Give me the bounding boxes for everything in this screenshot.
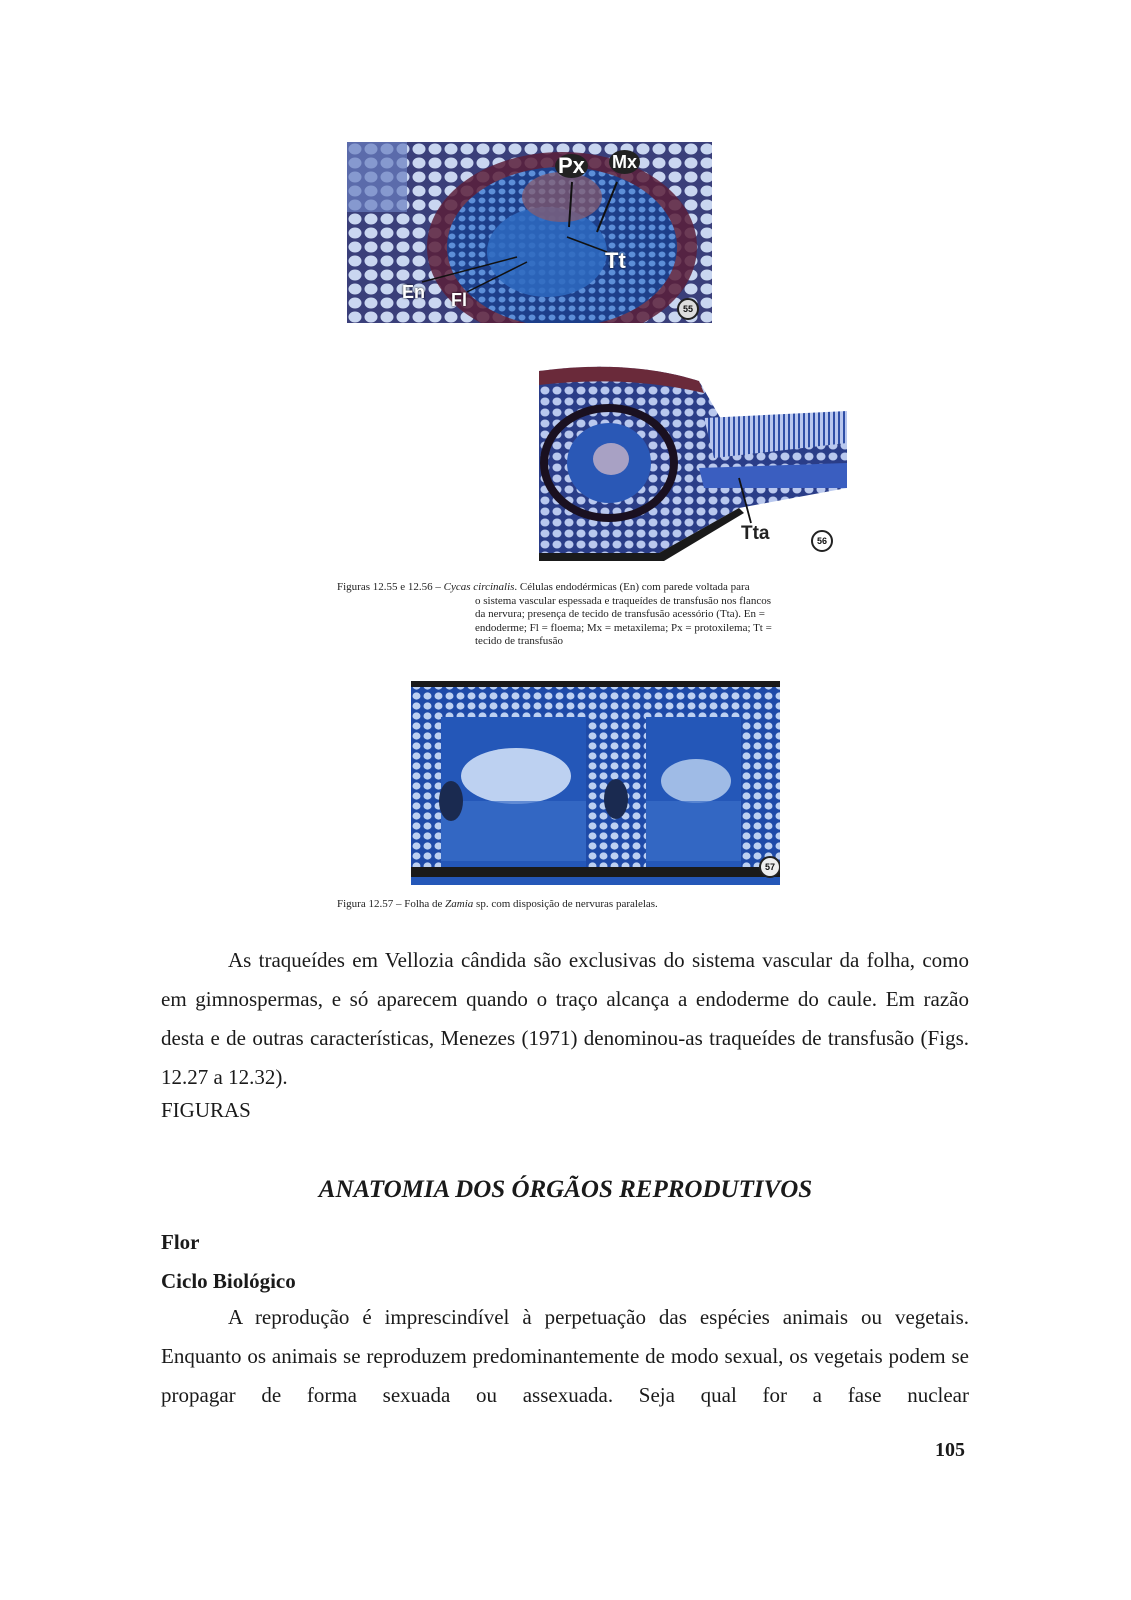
caption-species: Cycas circinalis bbox=[443, 581, 515, 593]
label-fl: Fl bbox=[451, 290, 467, 310]
heading-flor: Flor bbox=[161, 1230, 200, 1254]
figure-12-57-micrograph bbox=[411, 681, 780, 885]
figure-12-56-micrograph bbox=[539, 363, 847, 563]
caption-line: tecido de transfusão bbox=[475, 635, 563, 647]
figuras-placeholder: FIGURAS bbox=[161, 1098, 251, 1122]
figure-number-badge: 55 bbox=[677, 298, 699, 320]
caption-lead: Figura 12.57 – Folha de bbox=[337, 898, 446, 910]
page-number: 105 bbox=[935, 1439, 965, 1461]
section-title: ANATOMIA DOS ÓRGÃOS REPRODUTIVOS bbox=[318, 1176, 813, 1203]
figure-number-badge: 57 bbox=[759, 856, 780, 878]
figure-number-badge: 56 bbox=[811, 530, 833, 552]
heading-ciclo-biologico: Ciclo Biológico bbox=[161, 1269, 296, 1293]
label-tt: Tt bbox=[605, 248, 626, 273]
caption-line: o sistema vascular espessada e traqueídes de transfusão nos flancos bbox=[475, 594, 771, 607]
figure-caption-12-55-56 bbox=[337, 581, 857, 649]
caption-line: da nervura; presença de tecido de transfusão acessório (Tta). En = bbox=[475, 608, 765, 620]
figure-12-55-micrograph bbox=[347, 142, 712, 323]
caption-line: endoderme; Fl = floema; Mx = metaxilema; Px = protoxilema; Tt = bbox=[475, 621, 772, 634]
label-tta: Tta bbox=[741, 523, 770, 544]
label-px: Px bbox=[555, 154, 588, 178]
caption-lead: Figuras 12.55 e 12.56 – bbox=[337, 581, 441, 593]
caption-rest: sp. com disposição de nervuras paralelas. bbox=[473, 898, 658, 910]
caption-line: . Células endodérmicas (En) com parede voltada para bbox=[514, 581, 750, 593]
body-paragraph: A reprodução é imprescindível à perpetuação das espécies animais ou vegetais. Enquanto os animais se reproduzem predominantemente de modo sexual, os vegetais podem se propagar de forma sexuada ou assexuada. Seja qual for a fase nuclear bbox=[161, 1305, 969, 1407]
caption-genus: Zamia bbox=[445, 898, 474, 910]
label-mx: Mx bbox=[609, 150, 640, 174]
label-en: En bbox=[402, 282, 426, 302]
figure-caption-12-57 bbox=[337, 898, 658, 912]
body-paragraph: As traqueídes em Vellozia cândida são exclusivas do sistema vascular da folha, como em gimnospermas, e só aparecem quando o traço alcança a endoderme do caule. Em razão desta e de outras características, Menezes (1971) denominou-as traqueídes de transfusão (Figs. 12.27 a 12.32). bbox=[161, 948, 969, 1089]
